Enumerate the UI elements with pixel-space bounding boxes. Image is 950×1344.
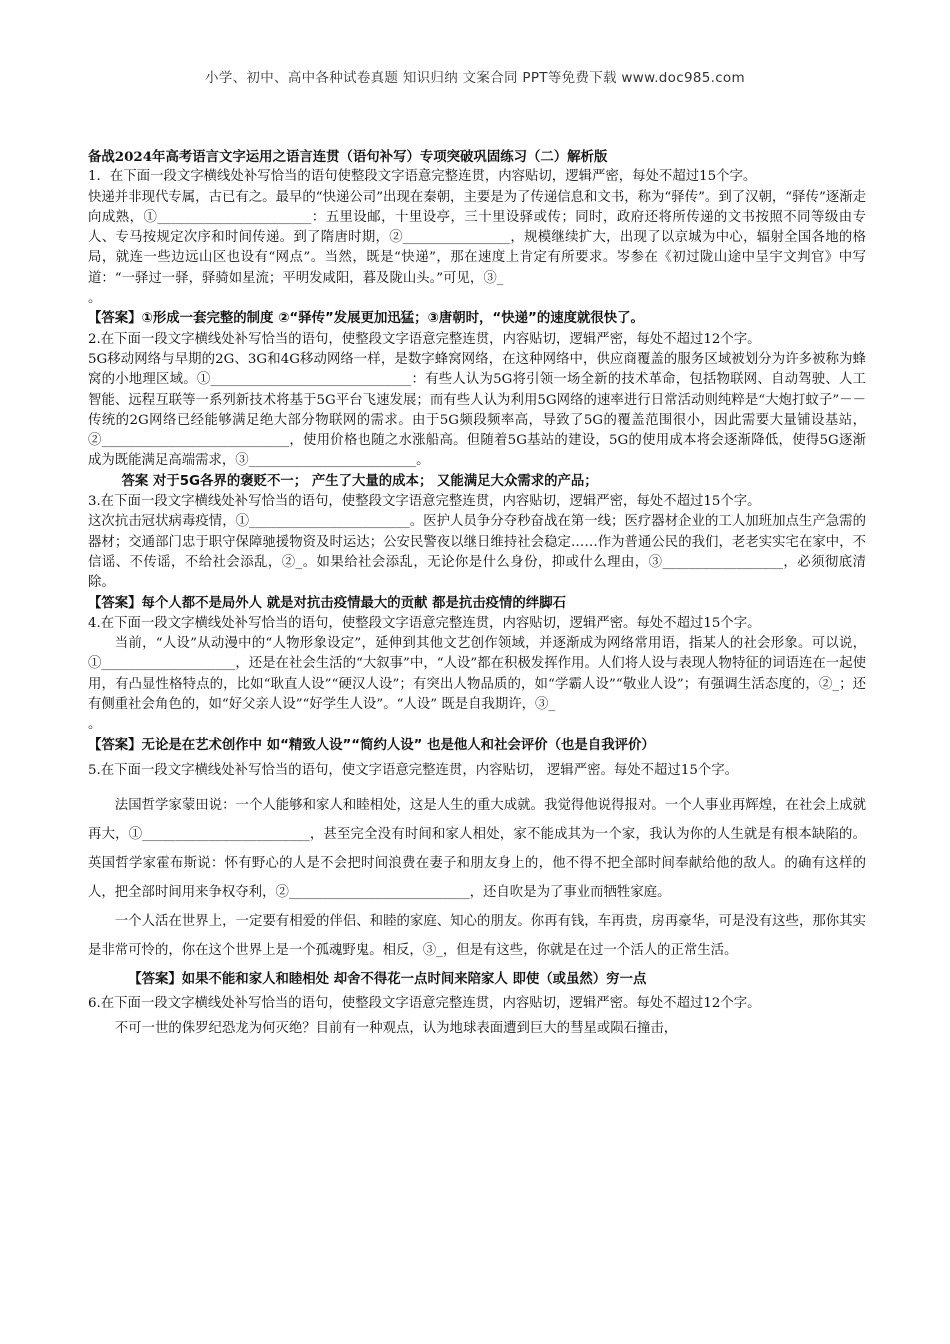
page-header: 小学、初中、高中各种试卷真题 知识归纳 文案合同 PPT等免费下载 www.doc985.com bbox=[205, 70, 745, 86]
question-4-tail: 。 bbox=[88, 717, 102, 733]
question-5-answer: 【答案】如果不能和家人和睦相处 却舍不得花一点时间来陪家人 即使（或虽然）穷一点 bbox=[128, 971, 647, 987]
question-2-prompt: 2.在下面一段文字横线处补写恰当的语句，使整段文字语意完整连贯，内容贴切，逻辑严密，每处不超过12个字。 bbox=[88, 331, 761, 347]
question-1-tail: 。 bbox=[88, 291, 102, 307]
question-1-passage: 快递并非现代专属，古已有之。最早的“快递公司”出现在秦朝，主要是为了传递信息和文书，称为“驿传”。到了汉朝，“驿传”逐渐走向成熟，①_______________________：五里设邮，十里设亭，三十里设驿或传；同时，政府还将所传递的文书按照不同等级由专人、专马按规定次序和时间传递。到了隋唐时期，②________________，规模继续扩大，出现了以京城为中心，辐射全国各地的格局，就连一些边远山区也设有“网点”。当然，既是“快递”，那在速度上肯定有所要求。岑参在《初过陇山途中呈宇文判官》中写道：“一驿过一驿，驿骑如星流；平明发咸阳，暮及陇山头。”可见，③_ bbox=[88, 189, 866, 286]
question-3-passage: 这次抗击冠状病毒疫情，①________________________。医护人员争分夺秒奋战在第一线；医疗器材企业的工人加班加点生产急需的器材；交通部门忠于职守保障驰援物资及时运达；公安民警夜以继日维持社会稳定……作为普通公民的我们，老老实实宅在家中，不信谣、不传谣，不给社会添乱，②_。如果给社会添乱，无论你是什么身份，抑或什么理由，③__________________，必须彻底清除。 bbox=[88, 514, 866, 591]
question-3-answer: 【答案】每个人都不是局外人 就是对抗击疫情最大的贡献 都是抗击疫情的绊脚石 bbox=[88, 595, 566, 611]
question-5-prompt: 5.在下面一段文字横线处补写恰当的语句，使文字语意完整连贯，内容贴切， 逻辑严密。每处不超过15个字。 bbox=[88, 762, 739, 778]
question-6-prompt: 6.在下面一段文字横线处补写恰当的语句，使整段文字语意完整连贯，内容贴切，逻辑严密。每处不超过12个字。 bbox=[88, 995, 761, 1011]
document-body bbox=[88, 147, 866, 1043]
question-1-prompt: 1．在下面一段文字横线处补写恰当的语句使整段文字语意完整连贯，内容贴切，逻辑严密，每处不超过15个字。 bbox=[88, 169, 757, 185]
question-5-passage-2: 一个人活在世界上，一定要有相爱的伴侣、和睦的家庭、知心的朋友。你再有钱，车再贵，房再豪华，可是没有这些，那你其实是非常可怜的，你在这个世界上是一个孤魂野鬼。相反，③_，但是有这些，你就是在过一个活人的正常生活。 bbox=[88, 913, 866, 958]
question-4-passage: 当前，“人设”从动漫中的“人物形象设定”，延伸到其他文艺创作领域，并逐渐成为网络常用语，指某人的社会形象。可以说，①____________________，还是在社会生活的“大叙事”中，“人设”都在积极发挥作用。人们将人设与表现人物特征的词语连在一起使用，有凸显性格特点的，比如“耿直人设”“硬汉人设”；有突出人物品质的，如“学霸人设”“敬业人设”；有强调生活态度的，②_；还有侧重社会角色的，如“好父亲人设”“好学生人设”。“人设” 既是自我期许，③_ bbox=[88, 636, 866, 713]
question-3-prompt: 3.在下面一段文字横线处补写恰当的语句，使整段文字语意完整连贯，内容贴切，逻辑严密，每处不超过15个字。 bbox=[88, 494, 761, 510]
question-1-answer: 【答案】①形成一套完整的制度 ②“驿传”发展更加迅猛；③唐朝时，“快递”的速度就很快了。 bbox=[88, 311, 644, 327]
document-title: 备战2024年高考语言文字运用之语言连贯（语句补写）专项突破巩固练习（二）解析版 bbox=[88, 149, 608, 165]
question-4-prompt: 4.在下面一段文字横线处补写恰当的语句，使整段文字语意完整连贯，内容贴切，逻辑严密。每处不超过15个字。 bbox=[88, 615, 761, 631]
question-2-passage: 5G移动网络与早期的2G、3G和4G移动网络一样，是数字蜂窝网络，在这种网络中，供应商覆盖的服务区域被划分为许多被称为蜂窝的小地理区域。①______________________________：有些人认为5G将引领一场全新的技术革命，包括物联网、自动驾驶、人工智能、远程互联等一系列新技术将基于5G平台飞速发展；而有些人认为利用5G网络的速率进行日常活动则纯粹是“大炮打蚊子”－－传统的2G网络已经能够满足绝大部分物联网的需求。由于5G频段频率高，导致了5G的覆盖范围很小，因此需要大量铺设基站，②____________________________，使用价格也随之水涨船高。但随着5G基站的建设，5G的使用成本将会逐渐降低，使得5G逐渐成为既能满足高端需求，③_________________________。 bbox=[88, 351, 866, 469]
question-4-answer: 【答案】无论是在艺术创作中 如“精致人设”“简约人设” 也是他人和社会评价（也是自我评价） bbox=[88, 737, 655, 753]
question-6-passage: 不可一世的侏罗纪恐龙为何灭绝？目前有一种观点，认为地球表面遭到巨大的彗星或陨石撞击， bbox=[114, 1021, 678, 1037]
question-2-answer: 答案 对于5G各界的褒贬不一； 产生了大量的成本； 又能满足大众需求的产品； bbox=[121, 473, 598, 489]
question-5-passage-1: 法国哲学家蒙田说：一个人能够和家人和睦相处，这是人生的重大成就。我觉得他说得报对。一个人事业再辉煌，在社会上成就再大，①_________________________，甚至完全没有时间和家人相处，家不能成其为一个家，我认为你的人生就是有根本缺陷的。英国哲学家霍布斯说：怀有野心的人是不会把时间浪费在妻子和朋友身上的，他不得不把全部时间奉献给他的敌人。的确有这样的人，把全部时间用来争权夺利，②___________________________，还自吹是为了事业而牺牲家庭。 bbox=[88, 797, 866, 900]
